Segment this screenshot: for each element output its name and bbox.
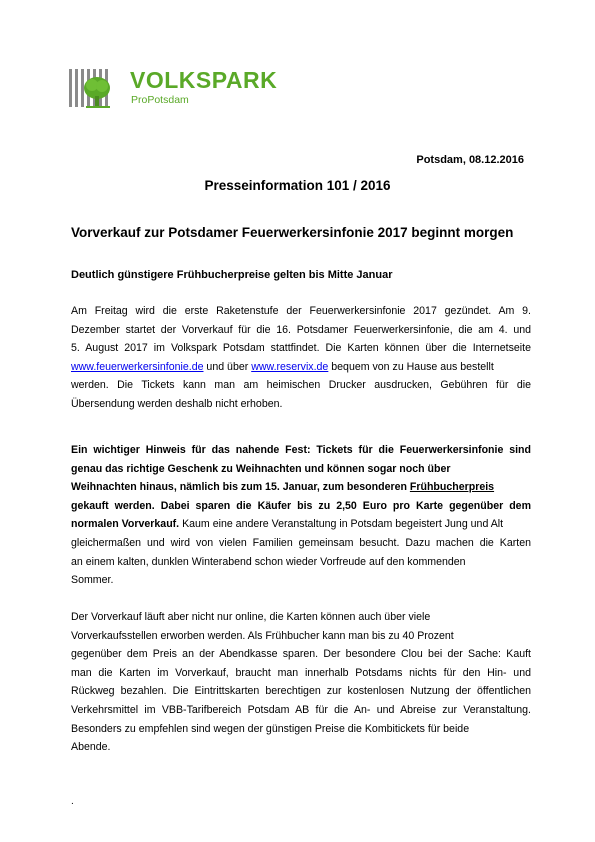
volkspark-logo	[68, 66, 278, 110]
volkspark-emblem-icon	[68, 66, 128, 110]
subheadline: Deutlich günstigere Frühbucherpreise gelten bis Mitte Januar	[71, 269, 393, 281]
paragraph-line: Der Vorverkauf läuft aber nicht nur online, die Karten können auch über viele	[71, 611, 431, 623]
paragraph-line: gleichermaßen und wird von vielen Familien gemeinsam besucht. Dazu machen die Karten	[71, 536, 531, 549]
press-title: Presseinformation 101 / 2016	[204, 178, 391, 193]
paragraph-text: und über	[203, 360, 252, 373]
paragraph-line: an einem kalten, dunklen Winterabend schon wieder Vorfreude auf den kommenden	[71, 555, 466, 568]
paragraph-line: Rückweg bezahlen. Die Eintrittskarten berechtigen zur kostenlosen Nutzung der öffentlichen	[71, 685, 531, 698]
paragraph-line	[71, 497, 531, 516]
date-line: Potsdam, 08.12.2016	[416, 154, 524, 166]
paragraph-text: Kaum eine andere Veranstaltung in Potsdam begeistert Jung und Alt	[179, 518, 504, 531]
reservix-link[interactable]: www.reservix.de	[251, 360, 329, 373]
headline: Vorverkauf zur Potsdamer Feuerwerkersinfonie 2017 beginnt morgen	[71, 225, 514, 240]
bold-text: Weihnachten hinaus, nämlich bis zum 15. Januar, zum besonderen	[71, 481, 410, 494]
paragraph-line	[71, 441, 531, 460]
fruehbucherpreis-text: Frühbucherpreis	[409, 481, 495, 494]
paragraph-line: Besonders zu empfehlen sind wegen der günstigen Preise die Kombitickets für beide	[71, 722, 470, 735]
paragraph-line: 5. August 2017 im Volkspark Potsdam stattfindet. Die Karten können über die Internetseite	[71, 342, 531, 355]
paragraph-intro	[71, 302, 531, 414]
bold-text: normalen Vorverkauf.	[71, 518, 180, 531]
paragraph-line: Am Freitag wird die erste Raketenstufe der Feuerwerkersinfonie 2017 gezündet. Am 9.	[71, 305, 531, 317]
paragraph-line	[71, 515, 531, 534]
paragraph-line: Abende.	[71, 741, 111, 754]
bold-text: gekauft werden. Dabei sparen die Käufer bis zu 2,50 Euro pro Karte gegenüber dem	[71, 499, 531, 512]
paragraph-gift-hint	[71, 441, 531, 590]
paragraph-line: werden. Die Tickets kann man am heimischen Drucker ausdrucken, Gebühren für die	[71, 379, 531, 392]
paragraph-line	[71, 460, 531, 479]
paragraph-line: Vorverkaufsstellen erworben werden. Als Frühbucher kann man bis zu 40 Prozent	[71, 629, 454, 642]
paragraph-line: Dezember startet der Vorverkauf für die 16. Potsdamer Feuerwerkersinfonie, die am 4. und	[71, 323, 531, 336]
paragraph-line: Verkehrsmittel im VBB-Tarifbereich Potsdam AB für die An- und Abreise zur Veranstaltung.	[71, 703, 531, 716]
bold-text: genau das richtige Geschenk zu Weihnachten und können sogar noch über	[71, 462, 451, 475]
paragraph-line: Sommer.	[71, 574, 114, 587]
paragraph-text: bequem von zu Hause aus bestellt	[328, 360, 494, 373]
paragraph-line: Übersendung werden deshalb nicht erhoben.	[71, 397, 283, 410]
paragraph-line: gegenüber dem Preis an der Abendkasse sparen. Der besondere Clou bei der Sache: Kauft	[71, 648, 531, 661]
feuerwerkersinfonie-link[interactable]: www.feuerwerkersinfonie.de	[71, 360, 204, 373]
bold-text: Ein wichtiger Hinweis für das nahende Fest: Tickets für die Feuerwerkersinfonie sind	[71, 444, 531, 456]
paragraph-presale	[71, 608, 531, 757]
logo-wordmark: VOLKSPARK	[130, 67, 278, 93]
paragraph-line	[71, 358, 531, 377]
paragraph-line	[71, 478, 531, 497]
paragraph-line: man die Karten im Vorverkauf, braucht man innerhalb Potsdams nichts für den Hin- und	[71, 666, 531, 679]
logo-subtitle: ProPotsdam	[131, 94, 189, 106]
footer-mark: .	[71, 796, 74, 807]
